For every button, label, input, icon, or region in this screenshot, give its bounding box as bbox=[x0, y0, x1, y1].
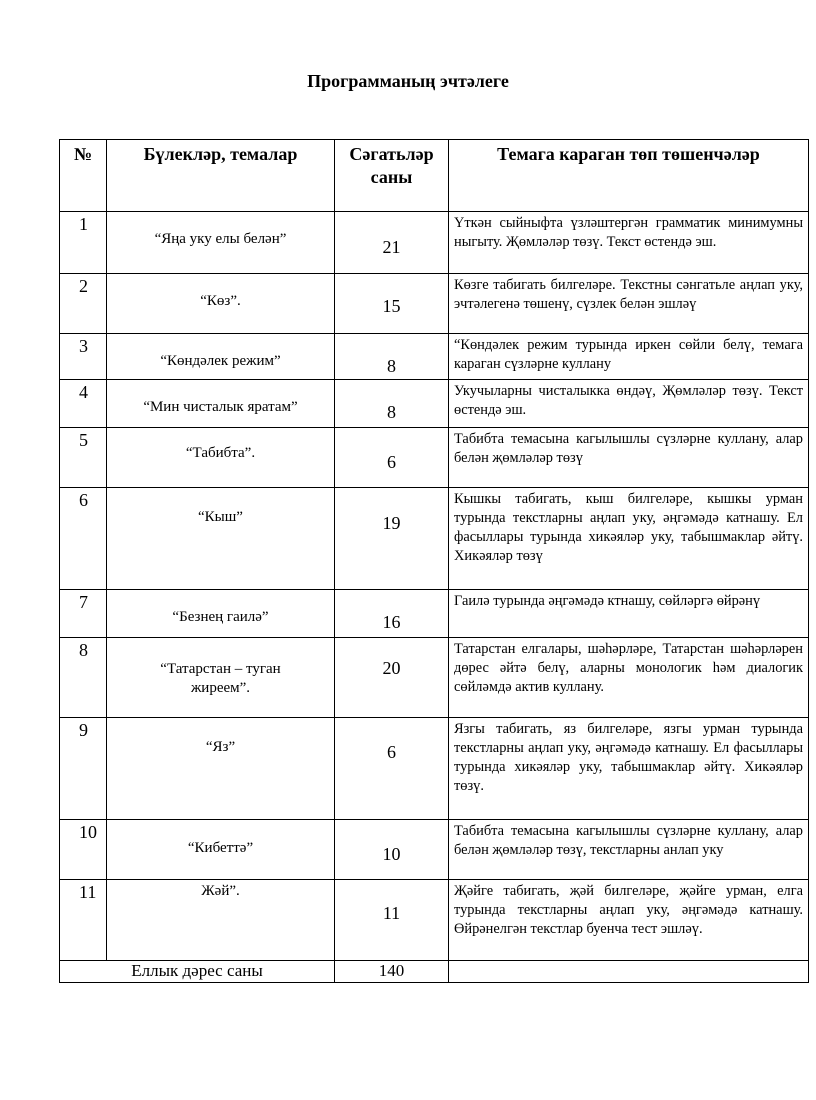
table-row bbox=[60, 212, 809, 274]
row-hours: 6 bbox=[387, 452, 396, 472]
table-row bbox=[60, 428, 809, 488]
row-number: 9 bbox=[60, 718, 107, 820]
table-row bbox=[60, 488, 809, 590]
program-table bbox=[59, 139, 809, 983]
row-number: 7 bbox=[60, 590, 107, 638]
row-concepts: Укучыларны чисталыкка өндәү, Җөмләләр төзү. Текст өстендә эш. bbox=[449, 380, 809, 428]
row-number: 10 bbox=[60, 820, 107, 880]
row-topic: “Яңа уку елы белән” bbox=[154, 231, 287, 247]
row-hours: 10 bbox=[382, 844, 401, 864]
row-concepts: Җәйге табигать, җәй билгеләре, җәйге урман, елга турында текстларны аңлап уку, әңгәмәдә катнашу. Өйрәнелгән текстлар буенча тест эшләү. bbox=[449, 880, 809, 961]
row-topic: “Табибта”. bbox=[185, 445, 256, 461]
row-topic: “Кыш” bbox=[198, 509, 243, 525]
row-hours: 11 bbox=[382, 903, 401, 923]
table-row bbox=[60, 274, 809, 334]
total-empty-cell bbox=[449, 961, 809, 983]
total-row bbox=[60, 961, 809, 983]
table-row bbox=[60, 880, 809, 961]
row-concepts: Үткән сыйныфта үзләштергән грамматик минимумны ныгыту. Җөмләләр төзү. Текст өстендә эш. bbox=[449, 212, 809, 274]
table-row bbox=[60, 590, 809, 638]
row-hours: 20 bbox=[382, 658, 401, 678]
table-row bbox=[60, 380, 809, 428]
table-row bbox=[60, 718, 809, 820]
row-hours: 6 bbox=[387, 742, 396, 762]
row-topic: “Безнең гаилә” bbox=[172, 609, 269, 625]
header-topics: Бүлекләр, темалар bbox=[107, 140, 335, 212]
row-topic: “Яз” bbox=[205, 739, 236, 755]
row-concepts: “Көндәлек режим турында иркен сөйли белү, темага караган сүзләрне куллану bbox=[449, 334, 809, 380]
row-hours: 8 bbox=[387, 356, 396, 376]
table-row bbox=[60, 820, 809, 880]
row-hours: 15 bbox=[382, 296, 401, 316]
row-hours: 16 bbox=[382, 612, 401, 632]
row-topic: “Татарстан – туган жиреем”. bbox=[160, 661, 281, 696]
row-number: 6 bbox=[60, 488, 107, 590]
row-topic: “Мин чисталык яратам” bbox=[143, 399, 298, 415]
row-hours: 8 bbox=[387, 402, 396, 422]
row-concepts: Табибта темасына кагылышлы сүзләрне куллану, алар белән җөмләләр төзү bbox=[449, 428, 809, 488]
row-number: 5 bbox=[60, 428, 107, 488]
row-number: 11 bbox=[60, 880, 107, 961]
row-concepts: Язгы табигать, яз билгеләре, язгы урман турында текстларны аңлап уку, әңгәмәдә катнашу. Ел фасыллары турында хикәяләр уку, табышмаклар әйтү. Хикәяләр төзү. bbox=[449, 718, 809, 820]
row-number: 2 bbox=[60, 274, 107, 334]
header-hours: Сәгатьләр саны bbox=[335, 140, 449, 212]
row-concepts: Гаилә турында әңгәмәдә ктнашу, сөйләргә өйрәнү bbox=[449, 590, 809, 638]
row-concepts: Көзге табигать билгеләре. Текстны сәнгатьле аңлап уку, эчтәлегенә төшенү, сүзлек белән эшләү bbox=[449, 274, 809, 334]
row-number: 3 bbox=[60, 334, 107, 380]
row-number: 1 bbox=[60, 212, 107, 274]
table-row bbox=[60, 638, 809, 718]
header-number: № bbox=[60, 140, 107, 212]
table-row bbox=[60, 334, 809, 380]
row-number: 4 bbox=[60, 380, 107, 428]
header-concepts: Темага караган төп төшенчәләр bbox=[449, 140, 809, 212]
row-number: 8 bbox=[60, 638, 107, 718]
total-label: Еллык дәрес саны bbox=[60, 961, 335, 983]
row-concepts: Кышкы табигать, кыш билгеләре, кышкы урман турында текстларны аңлап уку, әңгәмәдә катнашу. Ел фасыллары турында хикәяләр уку, табышмаклар әйтү. Хикәяләр төзү bbox=[449, 488, 809, 590]
row-topic: “Көндәлек режим” bbox=[160, 353, 281, 369]
row-topic: “Көз”. bbox=[200, 293, 241, 309]
page-title: Программаның эчтәлеге bbox=[307, 71, 509, 91]
row-topic: “Кибеттә” bbox=[187, 840, 254, 856]
row-concepts: Татарстан елгалары, шәһәрләре, Татарстан шәһәрләрен дөрес әйтә белү, аларны монологик һәм диалогик сөйләмдә актив куллану. bbox=[449, 638, 809, 718]
row-topic: Жәй”. bbox=[201, 883, 240, 899]
row-concepts: Табибта темасына кагылышлы сүзләрне куллану, алар белән җөмләләр төзү, текстларны анлап уку bbox=[449, 820, 809, 880]
total-hours: 140 bbox=[335, 961, 449, 983]
header-row bbox=[60, 140, 809, 212]
row-hours: 19 bbox=[382, 513, 401, 533]
row-hours: 21 bbox=[382, 237, 401, 257]
